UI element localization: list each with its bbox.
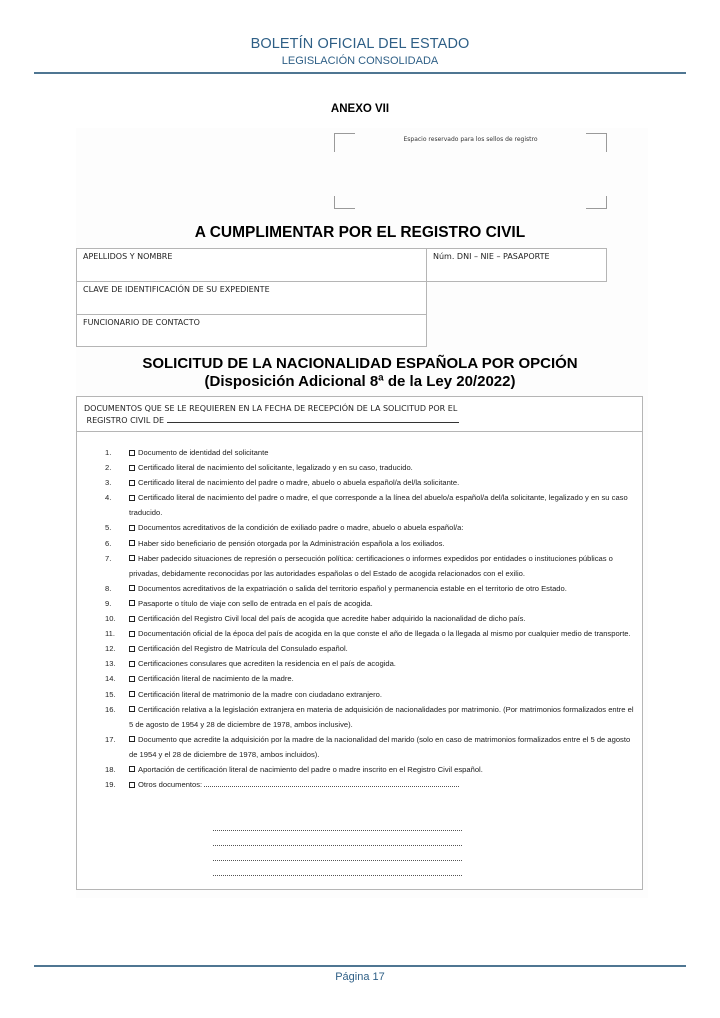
document-item-text: Certificación literal de nacimiento de la madre. <box>138 674 294 684</box>
documents-box <box>76 396 643 890</box>
document-item <box>77 536 642 551</box>
contact-officer-field-label: FUNCIONARIO DE CONTACTO <box>83 318 200 327</box>
document-item <box>77 490 642 520</box>
registry-section-title: A CUMPLIMENTAR POR EL REGISTRO CIVIL <box>194 224 526 241</box>
document-item-number: 19. <box>105 780 116 790</box>
document-item <box>77 732 642 762</box>
document-item-number: 1. <box>105 448 112 457</box>
document-checkbox[interactable] <box>129 600 135 606</box>
document-item-text: Documento de identidad del solicitante <box>138 448 269 457</box>
document-checkbox[interactable] <box>129 525 135 531</box>
document-item-number: 11. <box>105 629 115 639</box>
document-item-number: 4. <box>105 493 112 503</box>
stamp-area <box>334 133 607 209</box>
document-item <box>77 702 642 732</box>
documents-header-line2-wrap <box>84 414 635 426</box>
contact-officer-field[interactable] <box>76 314 427 347</box>
document-checkbox[interactable] <box>129 465 135 471</box>
footer-divider <box>34 965 686 967</box>
document-item-text: Certificado literal de nacimiento del solicitante, legalizado y en su caso, traducido. <box>138 463 413 473</box>
document-checkbox[interactable] <box>129 661 135 667</box>
gazette-subtitle: LEGISLACIÓN CONSOLIDADA <box>281 55 439 67</box>
document-checkbox[interactable] <box>129 495 135 501</box>
document-item <box>77 611 642 626</box>
document-item-text: Documentos acreditativos de la condición de exiliado padre o madre, abuelo o abuela español/a: <box>138 523 464 533</box>
document-item-number: 3. <box>105 478 112 488</box>
document-item-text: Documento que acredite la adquisición por la madre de la nacionalidad del marido (solo en caso de matrimonios formalizados entre el 5 de agosto de 1954 y el 28 de diciembre de 1978, ambos incluidos). <box>129 734 631 759</box>
id-number-field[interactable] <box>426 248 607 282</box>
document-item-text: Certificación relativa a la legislación extranjera en materia de adquisición de nacionalidades por matrimonio. (Por matrimonios formalizados entre el 5 de agosto de 1954 y 28 de diciembre de 1978, ambos inclusive). <box>129 704 634 729</box>
document-checkbox[interactable] <box>129 631 135 637</box>
name-field[interactable] <box>76 248 427 282</box>
document-item-number: 10. <box>105 614 116 624</box>
id-number-field-label: Núm. DNI – NIE – PASAPORTE <box>433 252 550 261</box>
document-item <box>77 581 642 596</box>
annex-label: ANEXO VII <box>330 103 390 115</box>
document-checkbox[interactable] <box>129 616 135 622</box>
document-item-text: Certificado literal de nacimiento del padre o madre, el que corresponde a la línea del abuelo/a español/a del/la solicitante, legalizado y en su caso traducido. <box>129 493 628 518</box>
document-item <box>77 641 642 656</box>
documents-box-header <box>77 397 642 432</box>
document-checkbox[interactable] <box>129 585 135 591</box>
document-item <box>77 551 642 581</box>
registry-name-input[interactable] <box>167 414 459 423</box>
document-item-text: Certificado literal de nacimiento del padre o madre, abuelo o abuela español/a del/la solicitante. <box>138 478 460 488</box>
document-item-text: Certificaciones consulares que acrediten la residencia en el país de acogida. <box>138 659 396 669</box>
document-checkbox[interactable] <box>129 782 135 788</box>
document-item-text: Haber padecido situaciones de represión o persecución política: certificaciones o informes expedidos por entidades o instituciones públicas o privadas, debidamente reconocidas por las autoridades españolas o del Estado de acogida relacionados con el exilio. <box>129 553 613 578</box>
documents-header-line2: REGISTRO CIVIL DE <box>86 416 165 425</box>
documents-list <box>77 445 642 792</box>
document-item-number: 7. <box>105 553 112 563</box>
stamp-corner-bottom-left <box>334 196 355 209</box>
request-title: SOLICITUD DE LA NACIONALIDAD ESPAÑOLA POR OPCIÓN <box>142 355 578 372</box>
document-item <box>77 445 642 460</box>
document-item-number: 8. <box>105 583 112 593</box>
document-item-text: Aportación de certificación literal de nacimiento del padre o madre inscrito en el Registro Civil español. <box>138 764 483 774</box>
document-checkbox[interactable] <box>129 706 135 712</box>
document-item-text: Pasaporte o título de viaje con sello de entrada en el país de acogida. <box>138 598 373 608</box>
document-checkbox[interactable] <box>129 555 135 561</box>
document-item-text: Documentos acreditativos de la expatriación o salida del territorio español y permanencia estable en el territorio de otro Estado. <box>138 583 567 593</box>
stamp-corner-bottom-right <box>586 196 607 209</box>
file-key-field-label: CLAVE DE IDENTIFICACIÓN DE SU EXPEDIENTE <box>83 285 270 294</box>
annex-heading <box>0 103 720 115</box>
document-checkbox[interactable] <box>129 736 135 742</box>
document-item-number: 12. <box>105 644 116 654</box>
document-item <box>77 777 642 792</box>
document-item <box>77 475 642 490</box>
gazette-title: BOLETÍN OFICIAL DEL ESTADO <box>250 36 470 52</box>
document-item-number: 5. <box>105 523 112 533</box>
document-item-number: 17. <box>105 734 116 744</box>
document-item-text: Haber sido beneficiario de pensión otorgada por la Administración española a los exiliados. <box>138 538 445 548</box>
document-item-text: Otros documentos: <box>138 780 203 790</box>
other-documents-input[interactable] <box>204 780 459 787</box>
stamp-area-label: Espacio reservado para los sellos de registro <box>403 136 538 143</box>
document-checkbox[interactable] <box>129 480 135 486</box>
document-item <box>77 687 642 702</box>
header-divider <box>34 72 686 74</box>
document-item-text: Certificación del Registro de Matrícula del Consulado español. <box>138 644 348 654</box>
document-item-number: 6. <box>105 538 112 548</box>
document-checkbox[interactable] <box>129 540 135 546</box>
document-item-text: Documentación oficial de la época del país de acogida en la que conste el año de llegada o la llegada al mismo por cualquier medio de transporte. <box>138 629 631 639</box>
document-item <box>77 656 642 671</box>
document-item-number: 14. <box>105 674 116 684</box>
document-item-number: 18. <box>105 764 116 774</box>
document-item-number: 13. <box>105 659 116 669</box>
document-checkbox[interactable] <box>129 646 135 652</box>
document-item-number: 2. <box>105 463 112 473</box>
document-checkbox[interactable] <box>129 676 135 682</box>
document-item-number: 9. <box>105 598 112 608</box>
request-subtitle: (Disposición Adicional 8ª de la Ley 20/2022) <box>204 373 516 390</box>
documents-header-line1: DOCUMENTOS QUE SE LE REQUIEREN EN LA FECHA DE RECEPCIÓN DE LA SOLICITUD POR EL <box>84 404 458 413</box>
document-item-number: 16. <box>105 704 116 714</box>
document-checkbox[interactable] <box>129 766 135 772</box>
other-documents-line[interactable] <box>213 830 462 831</box>
page-number: Página 17 <box>335 971 385 983</box>
other-documents-line[interactable] <box>213 845 462 846</box>
document-item <box>77 460 642 475</box>
document-item <box>77 520 642 535</box>
request-title-block <box>0 355 720 391</box>
name-field-label: APELLIDOS Y NOMBRE <box>83 252 173 261</box>
document-item <box>77 762 642 777</box>
other-documents-line[interactable] <box>213 860 462 861</box>
document-item-number: 15. <box>105 689 116 699</box>
document-checkbox[interactable] <box>129 691 135 697</box>
file-key-field[interactable] <box>76 281 427 315</box>
document-checkbox[interactable] <box>129 450 135 456</box>
document-item <box>77 626 642 641</box>
document-item <box>77 671 642 686</box>
document-item-text: Certificación del Registro Civil local del país de acogida que acredite haber adquirido la nacionalidad de dicho país. <box>138 614 526 624</box>
document-item <box>77 596 642 611</box>
document-item-text: Certificación literal de matrimonio de la madre con ciudadano extranjero. <box>138 689 382 699</box>
other-documents-line[interactable] <box>213 875 462 876</box>
